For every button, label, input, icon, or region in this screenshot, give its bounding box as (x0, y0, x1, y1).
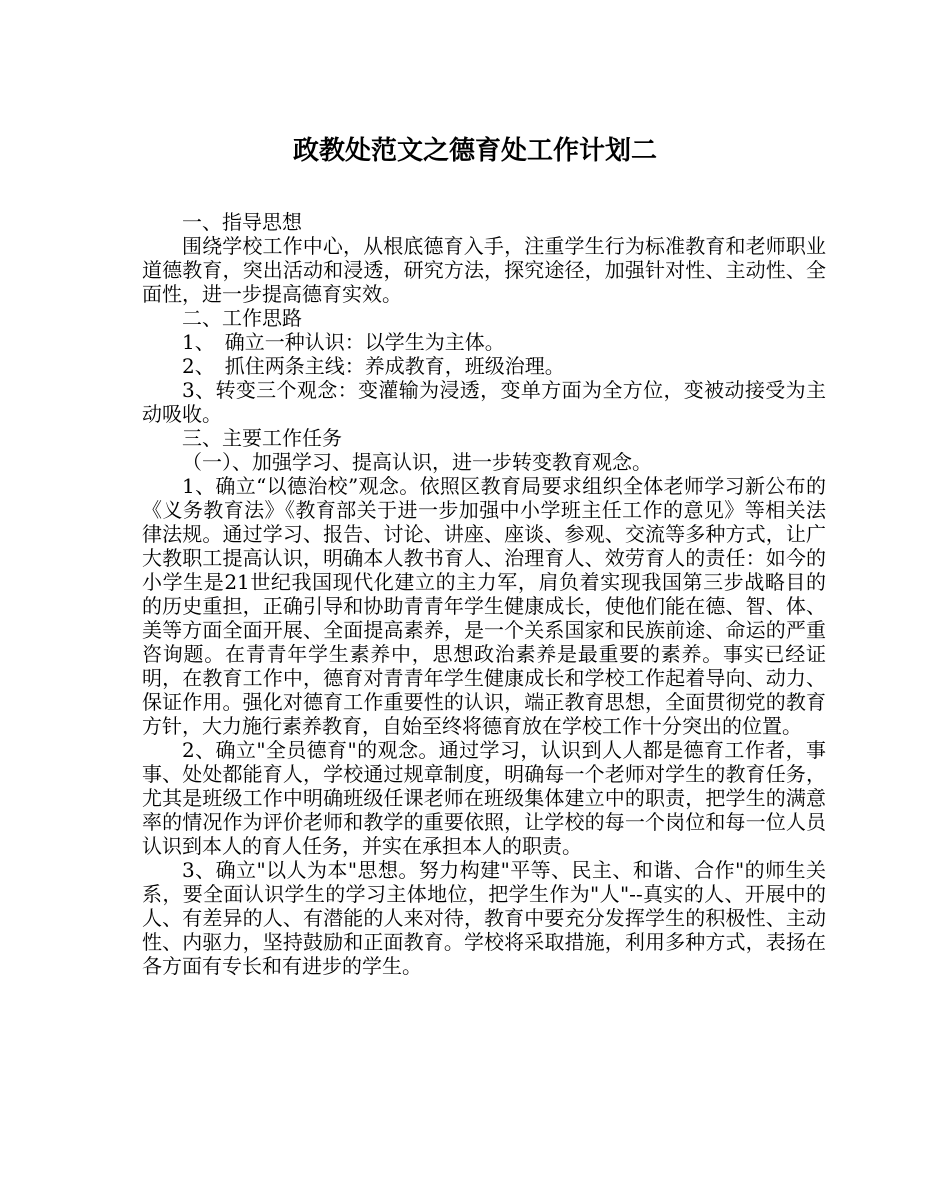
paragraph-task-1: 1、确立“以德治校”观念。依照区教育局要求组织全体老师学习新公布的《义务教育法》《教育部关于进一步加强中小学班主任工作的意见》等相关法律法规。通过学习、报告、讨论、讲座、座谈、参观、交流等多种方式，让广大教职工提高认识，明确本人教书育人、治理育人、效劳育人的责任：如今的小学生是21世纪我国现代化建立的主力军，肩负着实现我国第三步战略目的的历史重担，正确引导和协助青青年学生健康成长，使他们能在德、智、体、美等方面全面开展、全面提高素养，是一个关系国家和民族前途、命运的严重咨询题。在青青年学生素养中，思想政治素养是最重要的素养。事实已经证明，在教育工作中，德育对青青年学生健康成长和学校工作起着导向、动力、保证作用。强化对德育工作重要性的认识，端正教育思想，全面贯彻党的教育方针，大力施行素养教育，自始至终将德育放在学校工作十分突出的位置。 (142, 474, 826, 738)
document-title: 政教处范文之德育处工作计划二 (292, 136, 657, 166)
section-heading-work-approach: 二、工作思路 (182, 306, 302, 330)
paragraph-approach-1: 1、 确立一种认识：以学生为主体。 (182, 330, 505, 354)
paragraph-task-2: 2、确立"全员德育"的观念。通过学习，认识到人人都是德育工作者，事事、处处都能育人，学校通过规章制度，明确每一个老师对学生的教育任务，尤其是班级工作中明确班级任课老师在班级集体建立中的职责，把学生的满意率的情况作为评价老师和教学的重要依照，让学校的每一个岗位和每一位人员认识到本人的育人任务，并实在承担本人的职责。 (142, 738, 826, 858)
section-heading-guiding-ideology: 一、指导思想 (182, 210, 302, 234)
section-heading-main-tasks: 三、主要工作任务 (182, 426, 342, 450)
subsection-heading-1: （一）、加强学习、提高认识，进一步转变教育观念。 (182, 450, 652, 474)
paragraph-approach-3: 3、转变三个观念：变灌输为浸透，变单方面为全方位，变被动接受为主动吸收。 (142, 378, 826, 426)
paragraph-guiding-ideology: 围绕学校工作中心，从根底德育入手，注重学生行为标准教育和老师职业道德教育，突出活动和浸透，研究方法，探究途径，加强针对性、主动性、全面性，进一步提高德育实效。 (142, 234, 826, 306)
document-body (142, 210, 826, 978)
paragraph-approach-2: 2、 抓住两条主线：养成教育，班级治理。 (182, 354, 565, 378)
paragraph-task-3: 3、确立"以人为本"思想。努力构建"平等、民主、和谐、合作"的师生关系，要全面认识学生的学习主体地位，把学生作为"人"--真实的人、开展中的人、有差异的人、有潜能的人来对待，教育中要充分发挥学生的积极性、主动性、内驱力，坚持鼓励和正面教育。学校将采取措施，利用多种方式，表扬在各方面有专长和有进步的学生。 (142, 858, 826, 978)
